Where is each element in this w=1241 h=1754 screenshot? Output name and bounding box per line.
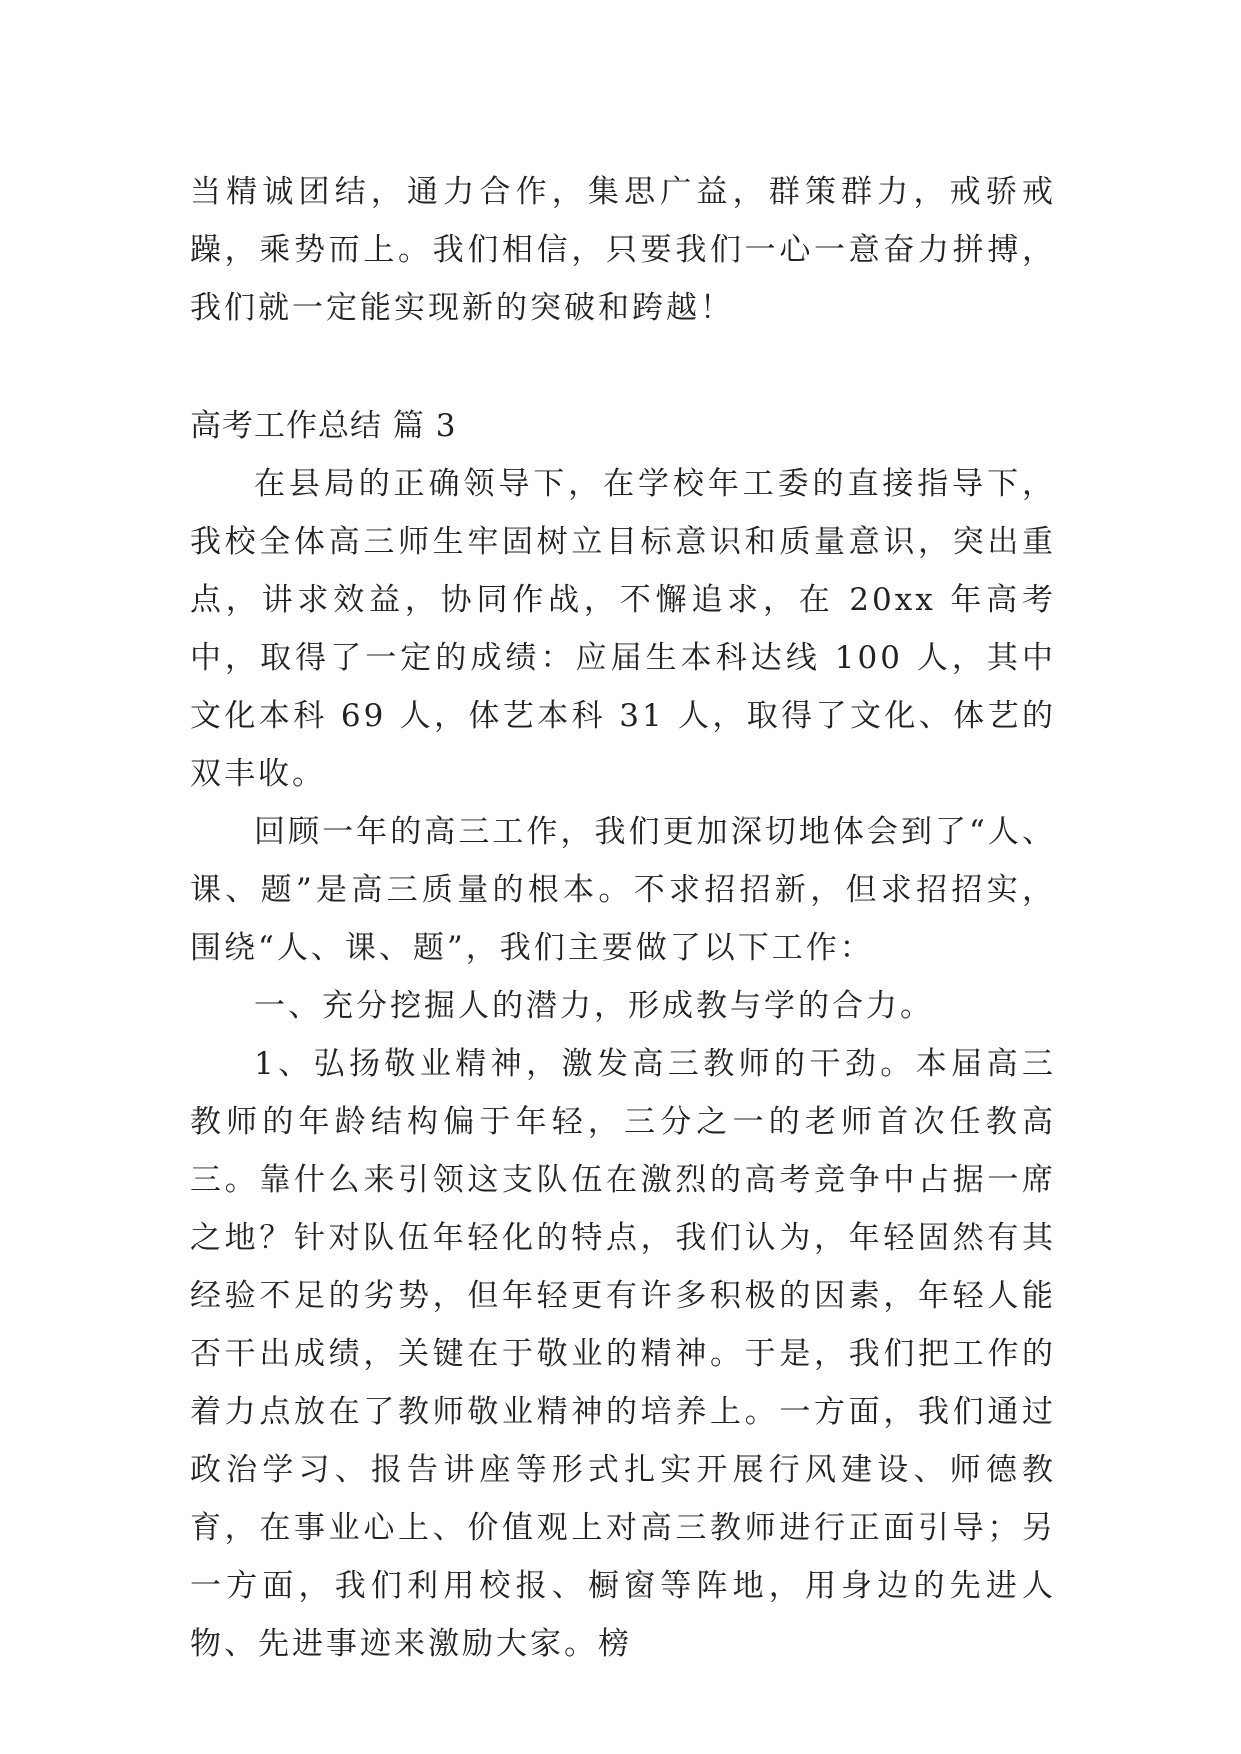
body-paragraph-3: 一、充分挖掘人的潜力，形成教与学的合力。: [254, 988, 934, 1024]
section-heading: 高考工作总结 篇 3: [190, 408, 457, 444]
section-text-block: [190, 397, 1056, 1673]
continuation-text-block: [190, 163, 1056, 337]
body-paragraph-1: 在县局的正确领导下，在学校年工委的直接指导下，我校全体高三师生牢固树立目标意识和质量意识，突出重点，讲求效益，协同作战，不懈追求，在 20xx 年高考中，取得了一定的成绩：应届生本科达线 100 人，其中文化本科 69 人，体艺本科 31 人，取得了文化、体艺的双丰收。: [190, 466, 1056, 792]
body-paragraph-2: 回顾一年的高三工作，我们更加深切地体会到了“人、课、题”是高三质量的根本。不求招招新，但求招招实，围绕“人、课、题”，我们主要做了以下工作：: [190, 814, 1056, 966]
body-paragraph-4: 1、弘扬敬业精神，激发高三教师的干劲。本届高三教师的年龄结构偏于年轻，三分之一的老师首次任教高三。靠什么来引领这支队伍在激烈的高考竞争中占据一席之地？针对队伍年轻化的特点，我们认为，年轻固然有其经验不足的劣势，但年轻更有许多积极的因素，年轻人能否干出成绩，关键在于敬业的精神。于是，我们把工作的着力点放在了教师敬业精神的培养上。一方面，我们通过政治学习、报告讲座等形式扎实开展行风建设、师德教育，在事业心上、价值观上对高三教师进行正面引导；另一方面，我们利用校报、橱窗等阵地，用身边的先进人物、先进事迹来激励大家。榜: [190, 1046, 1056, 1662]
continuation-paragraph: 当精诚团结，通力合作，集思广益，群策群力，戒骄戒躁，乘势而上。我们相信，只要我们一心一意奋力拼搏，我们就一定能实现新的突破和跨越！: [190, 174, 1056, 326]
